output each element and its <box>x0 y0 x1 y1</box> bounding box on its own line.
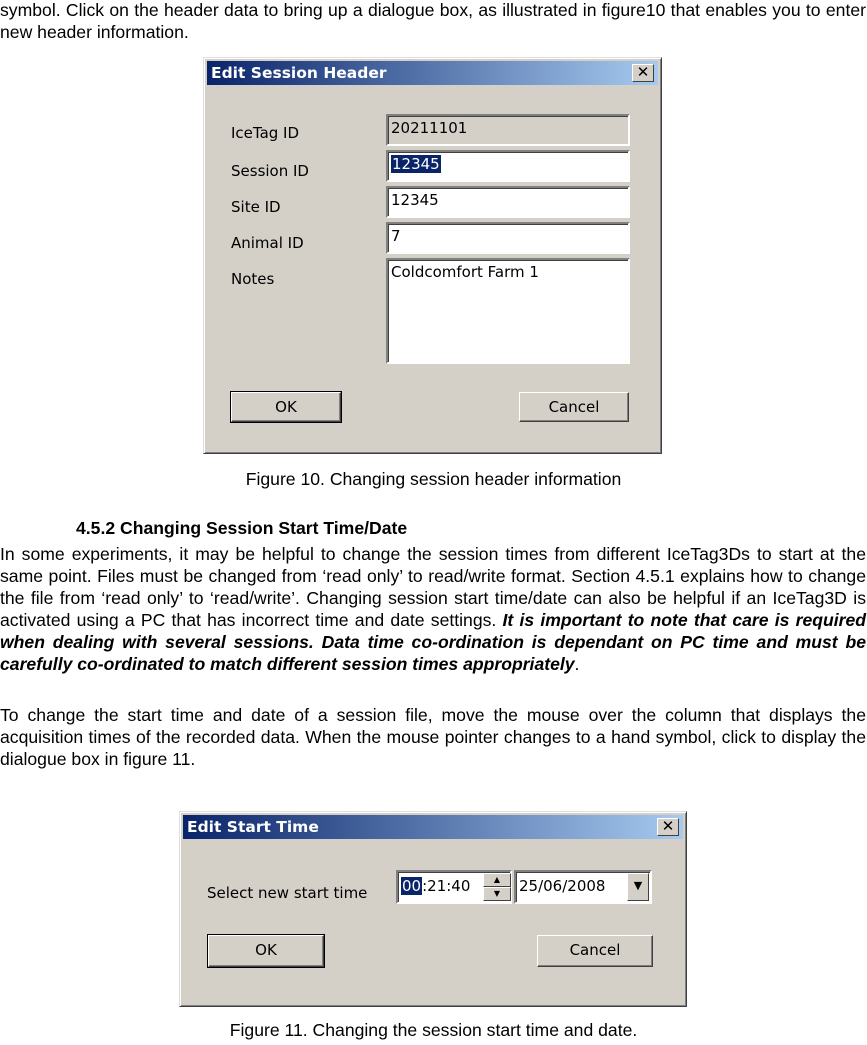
figure-10-caption: Figure 10. Changing session header information <box>245 469 622 489</box>
spin-up-icon[interactable]: ▲ <box>483 873 511 887</box>
time-spinner[interactable] <box>483 873 511 901</box>
time-hour[interactable]: 00 <box>402 877 422 895</box>
ok-button[interactable]: OK <box>208 935 324 967</box>
time-rest: :21:40 <box>422 877 471 895</box>
dialog-title: Edit Start Time <box>187 818 319 836</box>
select-start-time-label: Select new start time <box>207 884 368 902</box>
paragraph-change-start: To change the start time and date of a session file, move the mouse over the column that displays the acquisition times of the recorded data. When the mouse pointer changes to a hand symbol, click to display the dialogue box in figure 11. <box>0 705 866 769</box>
intro-paragraph: symbol. Click on the header data to bring up a dialogue box, as illustrated in figure10 that enables you to enter new header information. <box>0 0 866 42</box>
dialog-title-bar <box>183 815 683 839</box>
figure-11-caption: Figure 11. Changing the session start time and date. <box>229 1020 638 1040</box>
edit-session-header-dialog <box>203 57 662 454</box>
paragraph-session-times-end: . <box>574 654 580 674</box>
session-id-label: Session ID <box>231 162 309 180</box>
paragraph-session-times-text: In some experiments, it may be helpful to change the session times from different IceTag3Ds to start at the same point. Files must be changed from ‘read only’ to read/write format. Section 4.5.1 explains how to change the file from ‘read only’ to ‘read/write’. Changing session start time/date can also be helpful if an IceTag3D is activated using a PC that has incorrect time and date settings. <box>0 544 866 630</box>
dialog-title-bar <box>207 61 658 85</box>
session-id-value: 12345 <box>392 155 440 173</box>
close-icon[interactable]: ✕ <box>657 818 679 836</box>
paragraph-session-times <box>0 543 866 675</box>
ok-button[interactable]: OK <box>231 392 341 422</box>
notes-textarea[interactable]: Coldcomfort Farm 1 <box>386 258 630 364</box>
spin-down-icon[interactable]: ▼ <box>483 887 511 901</box>
dialog-title: Edit Session Header <box>211 64 387 82</box>
edit-start-time-dialog <box>179 811 687 1007</box>
cancel-button[interactable]: Cancel <box>537 935 653 967</box>
notes-label: Notes <box>231 270 275 288</box>
site-id-input[interactable]: 12345 <box>386 186 630 218</box>
icetag-id-label: IceTag ID <box>231 124 300 142</box>
cancel-button[interactable]: Cancel <box>519 392 629 422</box>
session-id-input[interactable] <box>386 150 630 182</box>
icetag-id-field: 20211101 <box>386 114 630 146</box>
date-dropdown-icon[interactable]: ▼ <box>627 873 649 901</box>
section-heading: 4.5.2 Changing Session Start Time/Date <box>76 518 408 538</box>
date-picker[interactable]: 25/06/2008 <box>514 870 652 904</box>
site-id-label: Site ID <box>231 198 281 216</box>
animal-id-input[interactable]: 7 <box>386 222 630 254</box>
important-note: It is important to note that care is required when dealing with several sessions. Data time co-ordination is dependant on PC time and must be carefully co-ordinated to match different session times appropriately <box>0 610 866 674</box>
close-icon[interactable]: ✕ <box>632 64 654 82</box>
animal-id-label: Animal ID <box>231 234 304 252</box>
